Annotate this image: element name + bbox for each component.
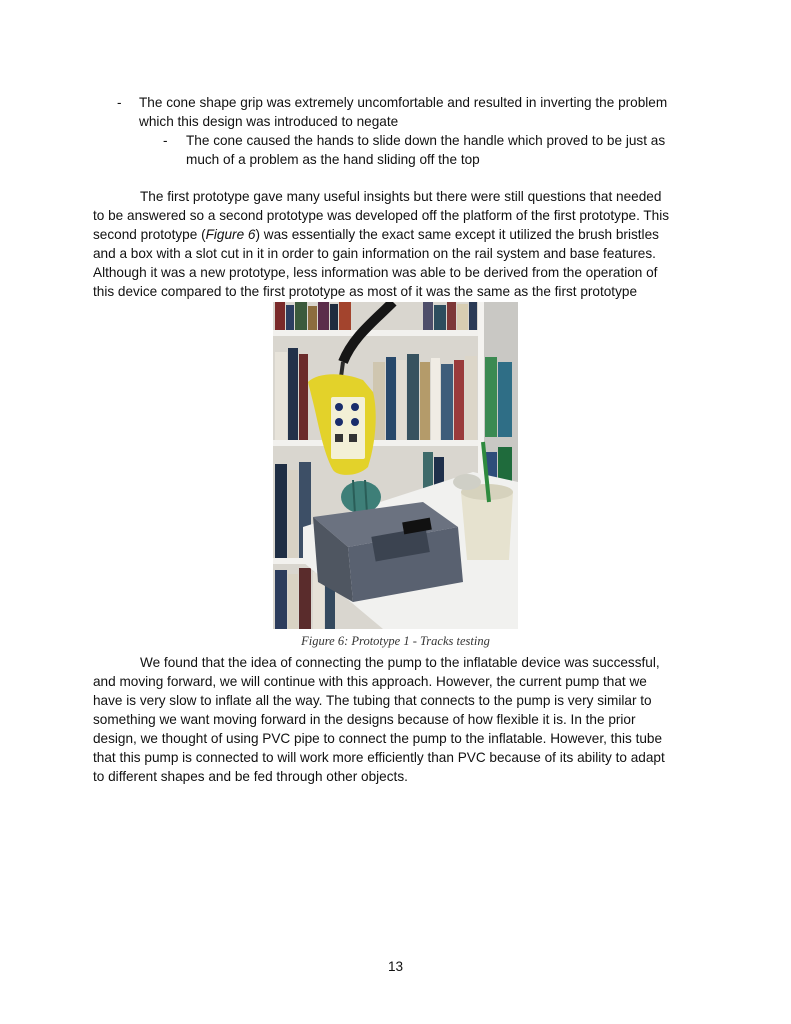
paragraph-line: have is very slow to inflate all the way. The tubing that connects to the pump is very similar to (93, 693, 652, 708)
caption-text: Prototype 1 - Tracks testing (348, 634, 490, 648)
bullet-line: The cone caused the hands to slide down the handle which proved to be just as (186, 133, 666, 148)
bullet-text (186, 131, 665, 169)
paragraph-line (93, 225, 703, 244)
paragraph-line: We found that the idea of connecting the pump to the inflatable device was successful, (140, 655, 660, 670)
text-run: ) was essentially the exact same except it utilized the brush bristles (255, 227, 659, 242)
bullet-text (139, 93, 667, 131)
page-number: 13 (387, 959, 404, 974)
paragraph-line: Although it was a new prototype, less information was able to be derived from the operation of (93, 265, 658, 280)
paragraph-line: and moving forward, we will continue with this approach. However, the current pump that we (93, 674, 647, 689)
bullet-line: which this design was introduced to negate (139, 114, 399, 129)
paragraph-line: to different shapes and be fed through other objects. (93, 769, 408, 784)
bullet-line: much of a problem as the hand sliding off the top (186, 152, 480, 167)
paragraph-line: design, we thought of using PVC pipe to connect the pump to the inflatable. However, this tube (93, 731, 663, 746)
paragraph-line: that this pump is connected to will work more efficiently than PVC because of its ability to adapt (93, 750, 665, 765)
caption-label: Figure 6: (301, 634, 349, 648)
bullet-line: The cone shape grip was extremely uncomfortable and resulted in inverting the problem (139, 95, 668, 110)
paragraph-line: The first prototype gave many useful insights but there were still questions that needed (140, 189, 662, 204)
paragraph-prototype (93, 187, 703, 301)
paragraph-line: this device compared to the first prototype as most of it was the same as the first prototype (93, 284, 638, 299)
bullet-dash: - (163, 133, 168, 148)
paragraph-line: to be answered so a second prototype was developed off the platform of the first prototype. This (93, 208, 670, 223)
figure-caption (0, 634, 791, 649)
prototype-photo-illustration (273, 302, 518, 629)
paragraph-line: and a box with a slot cut in it in order to gain information on the rail system and base features. (93, 246, 656, 261)
text-run: second prototype ( (93, 227, 206, 242)
paragraph-line: something we want moving forward in the designs because of how flexible it is. In the prior (93, 712, 636, 727)
figure-reference-link: Figure 6 (205, 227, 256, 242)
paragraph-pump (93, 653, 703, 786)
figure-6-photo (273, 302, 518, 629)
bullet-dash: - (117, 95, 122, 110)
